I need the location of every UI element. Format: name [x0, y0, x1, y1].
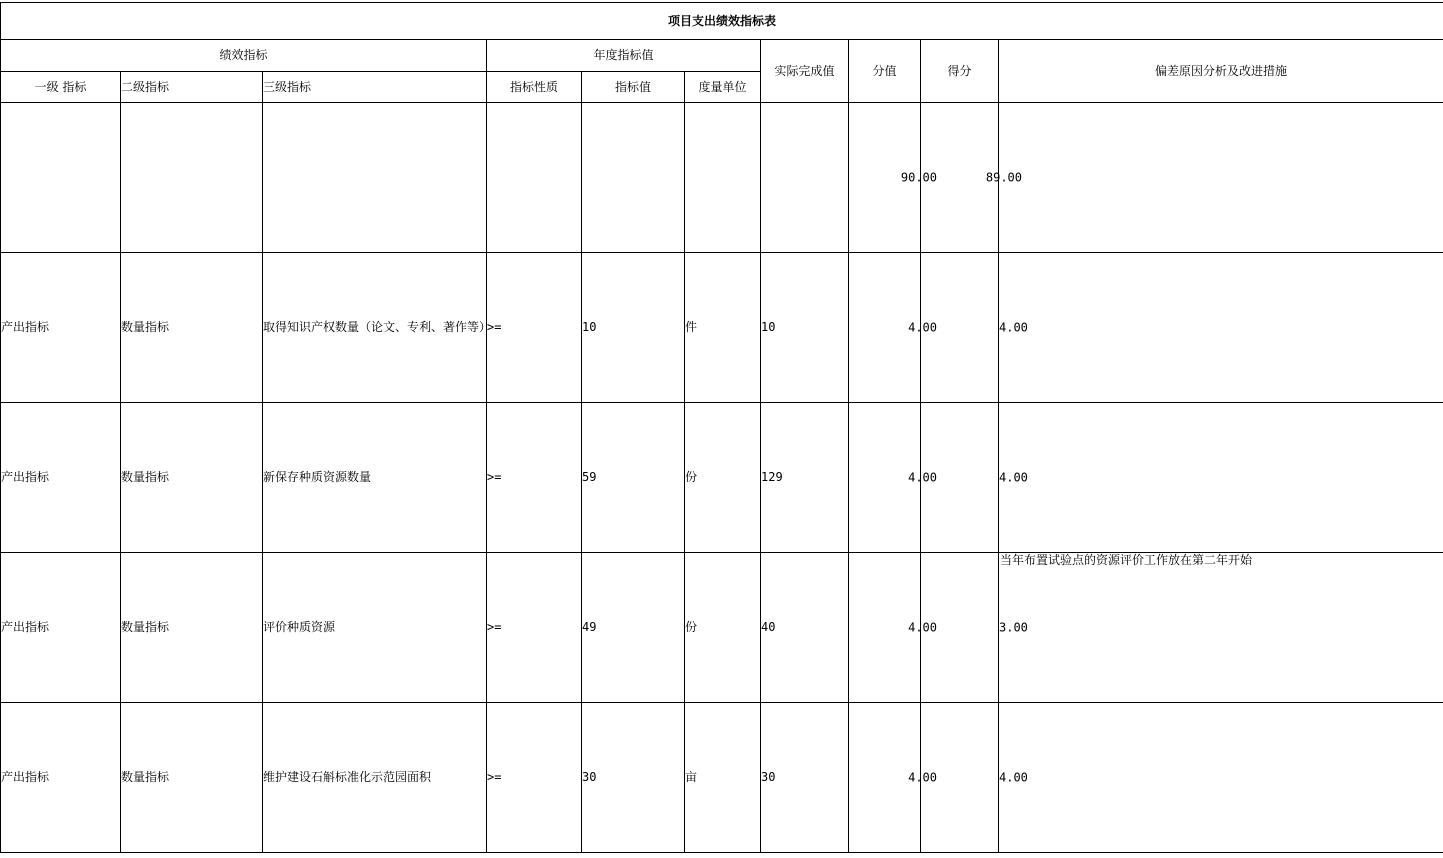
actual-value-cell: 40: [761, 553, 849, 703]
total-score-cell: [921, 103, 1022, 253]
level3-cell: 评价种质资源: [263, 553, 487, 703]
total-target-cell: [582, 103, 685, 253]
total-score: 89.00: [985, 170, 1022, 184]
unit-cell: 份: [685, 403, 761, 553]
score-weight-cell: [849, 403, 937, 553]
score-weight: 4.00: [908, 320, 937, 334]
table-row: [1, 553, 1443, 703]
level2-cell: 数量指标: [121, 703, 263, 853]
score-value: 3.00: [999, 620, 1028, 634]
remark-cell: [999, 403, 1443, 553]
header-target-value: 指标值: [582, 72, 685, 103]
table-row: [1, 253, 1443, 403]
score-value: 4.00: [999, 320, 1028, 334]
level2-cell: 数量指标: [121, 403, 263, 553]
level2-cell: 数量指标: [121, 553, 263, 703]
actual-value-cell: 129: [761, 403, 849, 553]
remark-text: 当年布置试验点的资源评价工作放在第二年开始: [1000, 553, 1253, 567]
score-weight: 4.00: [908, 620, 937, 634]
level1-cell: 产出指标: [1, 403, 121, 553]
header-row-1: [1, 40, 1443, 72]
unit-cell: 亩: [685, 703, 761, 853]
page-title: 项目支出绩效指标表: [1, 3, 1443, 40]
total-score-weight-cell: [849, 103, 937, 253]
level1-cell: 产出指标: [1, 553, 121, 703]
level3-cell: 取得知识产权数量（论文、专利、著作等）: [263, 253, 487, 403]
score-weight-cell: [849, 553, 937, 703]
target-value-cell: 59: [582, 403, 685, 553]
unit-cell: 份: [685, 553, 761, 703]
nature-cell: >=: [487, 553, 582, 703]
header-nature: 指标性质: [487, 72, 582, 103]
total-level1-cell: [1, 103, 121, 253]
header-unit: 度量单位: [685, 72, 761, 103]
nature-cell: >=: [487, 703, 582, 853]
header-level3: 三级指标: [263, 72, 487, 103]
target-value-cell: 49: [582, 553, 685, 703]
table-row: [1, 403, 1443, 553]
performance-indicator-table: [0, 2, 1443, 853]
level3-cell: 维护建设石斛标准化示范园面积: [263, 703, 487, 853]
total-nature-cell: [487, 103, 582, 253]
table-row: [1, 703, 1443, 853]
nature-cell: >=: [487, 253, 582, 403]
remark-cell: [999, 553, 1443, 703]
score-weight: 4.00: [908, 470, 937, 484]
score-weight-cell: [849, 703, 937, 853]
header-level2: 二级指标: [121, 72, 263, 103]
header-deviation-analysis: 偏差原因分析及改进措施: [999, 40, 1443, 103]
nature-cell: >=: [487, 403, 582, 553]
level1-cell: 产出指标: [1, 703, 121, 853]
header-score: 得分: [921, 40, 999, 103]
remark-cell: [999, 253, 1443, 403]
total-level2-cell: [121, 103, 263, 253]
level1-cell: 产出指标: [1, 253, 121, 403]
total-row: [1, 103, 1443, 253]
header-actual-value: 实际完成值: [761, 40, 849, 103]
total-actual-cell: [761, 103, 849, 253]
unit-cell: 件: [685, 253, 761, 403]
total-unit-cell: [685, 103, 761, 253]
level3-cell: 新保存种质资源数量: [263, 403, 487, 553]
score-weight-cell: [849, 253, 937, 403]
remark-cell: [999, 703, 1443, 853]
target-value-cell: 10: [582, 253, 685, 403]
score-value: 4.00: [999, 470, 1028, 484]
header-score-weight: 分值: [849, 40, 921, 103]
score-weight: 4.00: [908, 770, 937, 784]
actual-value-cell: 30: [761, 703, 849, 853]
header-performance-indicator: 绩效指标: [1, 40, 487, 72]
total-score-weight: 90.00: [900, 170, 937, 184]
score-value: 4.00: [999, 770, 1028, 784]
title-row: [1, 3, 1443, 40]
target-value-cell: 30: [582, 703, 685, 853]
total-level3-cell: [263, 103, 487, 253]
total-remark-cell: [999, 103, 1443, 253]
level2-cell: 数量指标: [121, 253, 263, 403]
actual-value-cell: 10: [761, 253, 849, 403]
header-level1: 一级 指标: [1, 72, 121, 103]
header-annual-target: 年度指标值: [487, 40, 761, 72]
